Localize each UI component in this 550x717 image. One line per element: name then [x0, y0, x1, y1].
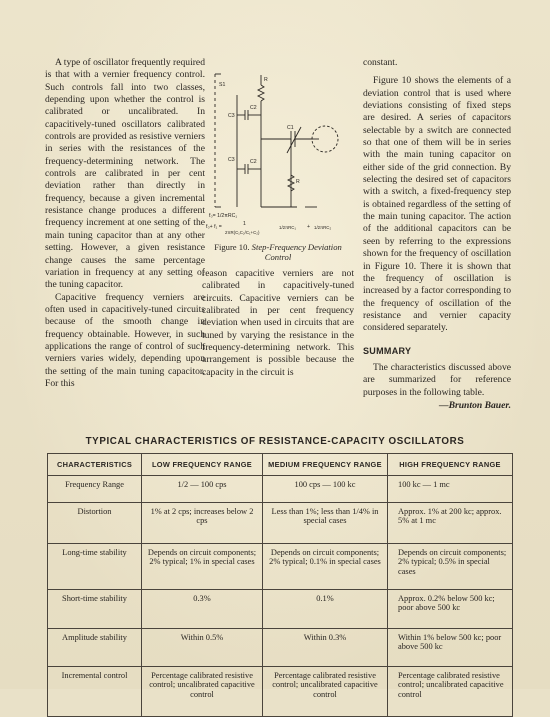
row-label: Amplitude stability: [48, 629, 142, 667]
circuit-schematic: [201, 57, 355, 240]
row-label: Incremental control: [48, 667, 142, 717]
label-c2-bottom: C2: [250, 159, 257, 165]
table-cell: 0.1%: [263, 590, 388, 629]
text-column-3: [363, 57, 511, 412]
equation-frac-den: 2πR(C₁C₂/C₁+C₂): [225, 230, 260, 235]
figure-caption: [201, 242, 355, 262]
caption-number: Figure 10.: [214, 242, 250, 252]
table-row: [48, 590, 513, 629]
table-cell: Percentage calibrated resistive control; uncalibrated capacitive control: [263, 667, 388, 717]
table-cell: 1/2 — 100 cps: [142, 476, 263, 503]
table-cell: Depends on circuit components; 2% typical; 0.1% in special cases: [263, 544, 388, 590]
label-c3-bottom: C3: [228, 157, 235, 163]
label-c3: C3: [228, 113, 235, 119]
table-cell: Within 0.3%: [263, 629, 388, 667]
table-row: [48, 503, 513, 544]
table-cell: Depends on circuit components; 2% typical; 1% in special cases: [142, 544, 263, 590]
table-header-row: [48, 454, 513, 476]
label-s1: S1: [219, 82, 226, 88]
table-row: [48, 544, 513, 590]
table-cell: Depends on circuit components; 2% typical; 0.5% in special cases: [388, 544, 513, 590]
summary-paragraph: The characteristics discussed above are summarized for reference purposes in the following table.: [363, 361, 511, 398]
table-cell: Percentage calibrated resistive control; uncalibrated capacitive control: [142, 667, 263, 717]
paragraph: Capacitive frequency verniers are often used in capacitively-tuned circuits because of the smooth change in frequency obtainable. However, in such applications the range of control of such verniers varies widely, depending upon the setting of the main tuning capacitor. For this: [45, 291, 205, 389]
column-header: MEDIUM FREQUENCY RANGE: [263, 454, 388, 476]
label-c2: C2: [250, 105, 257, 111]
paragraph: A type of oscillator frequently required is that with a vernier frequency control. Such controls fall into two classes, depending upon whether the control is calibrated or uncalibrated. In capacitively-tuned oscillators calibrated controls are provided as resistive verniers in series with the resistances of the frequency-determining network. The controls are calibrated in per cent deviation rather than directly in frequency, because a given incremental resistance change produces a different frequency increment at one setting of the main tuning capacitor than at any other setting. However, a given resistance change causes the same percentage variation in frequency at any setting of the tuning capacitor.: [45, 57, 205, 291]
table-cell: 100 kc — 1 mc: [388, 476, 513, 503]
paragraph: reason capacitive verniers are not calibrated in capacitively-tuned circuits. Capacitive verniers can be calibrated in per cent frequency deviation when used in circuits that are tuned by varying the resistance in the frequency-determining network. This arrangement is possible because the capacity in the circuit is: [202, 268, 354, 378]
column-header: CHARACTERISTICS: [48, 454, 142, 476]
equation-sum: f₀+ f₁ =: [206, 224, 222, 230]
table-cell: Within 1% below 500 kc; poor above 500 kc: [388, 629, 513, 667]
table-cell: 100 cps — 100 kc: [263, 476, 388, 503]
summary-heading: SUMMARY: [363, 345, 412, 356]
table-cell: 1% at 2 cps; increases below 2 cps: [142, 503, 263, 544]
row-label: Frequency Range: [48, 476, 142, 503]
table-row: [48, 667, 513, 717]
label-r-bottom: R: [296, 179, 300, 185]
equation-frac-num: 1: [243, 221, 246, 227]
equation-right: 1/2πRC₂: [314, 225, 332, 230]
paragraph: Figure 10 shows the elements of a deviation control that is used where deviations consisting of fixed steps are desired. A series of capacitors selectable by a switch are connected so that one of them will be in series with the main tuning capacitor on either side of the grid connection. By selecting the desired set of capacitors with a switch, a fixed-frequency step is obtained regardless of the setting of the main tuning capacitor. The action of the additional capacitors can be seen by referring to the expressions shown for the frequency of oscillation in Figure 10. There it is shown that the frequency of oscillation is increased by a factor corresponding to the frequency of oscillation of the resistance and vernier capacity considered separately.: [363, 75, 511, 334]
table-cell: Approx. 0.2% below 500 kc; poor above 500 kc: [388, 590, 513, 629]
row-label: Short-time stability: [48, 590, 142, 629]
text-column-2: [202, 268, 354, 379]
table-cell: 0.3%: [142, 590, 263, 629]
table-cell: Less than 1%; less than 1/4% in special cases: [263, 503, 388, 544]
row-label: Long-time stability: [48, 544, 142, 590]
equation-f0: f₀= 1/2πRC₁: [209, 213, 238, 219]
label-r-top: R: [264, 77, 268, 83]
table-row: [48, 629, 513, 667]
equation-plus: +: [307, 224, 311, 230]
caption-text: Step-Frequency Deviation Control: [251, 242, 342, 262]
table-cell: Approx. 1% at 200 kc; approx. 5% at 1 mc: [388, 503, 513, 544]
table-cell: Percentage calibrated resistive control; uncalibrated capacitive control: [388, 667, 513, 717]
column-header: LOW FREQUENCY RANGE: [142, 454, 263, 476]
paragraph: constant.: [363, 57, 398, 68]
column-header: HIGH FREQUENCY RANGE: [388, 454, 513, 476]
table-row: [48, 476, 513, 503]
text-column-1: [45, 57, 205, 390]
equation-mid: 1/2πRC₁: [279, 225, 296, 230]
row-label: Distortion: [48, 503, 142, 544]
table-title: TYPICAL CHARACTERISTICS OF RESISTANCE-CAPACITY OSCILLATORS: [85, 436, 465, 447]
circuit-diagram-figure-10: [201, 57, 355, 240]
table-cell: Within 0.5%: [142, 629, 263, 667]
characteristics-table: [47, 453, 513, 717]
author-signature: —Brunton Bauer.: [439, 399, 511, 411]
label-c1: C1: [287, 125, 294, 131]
